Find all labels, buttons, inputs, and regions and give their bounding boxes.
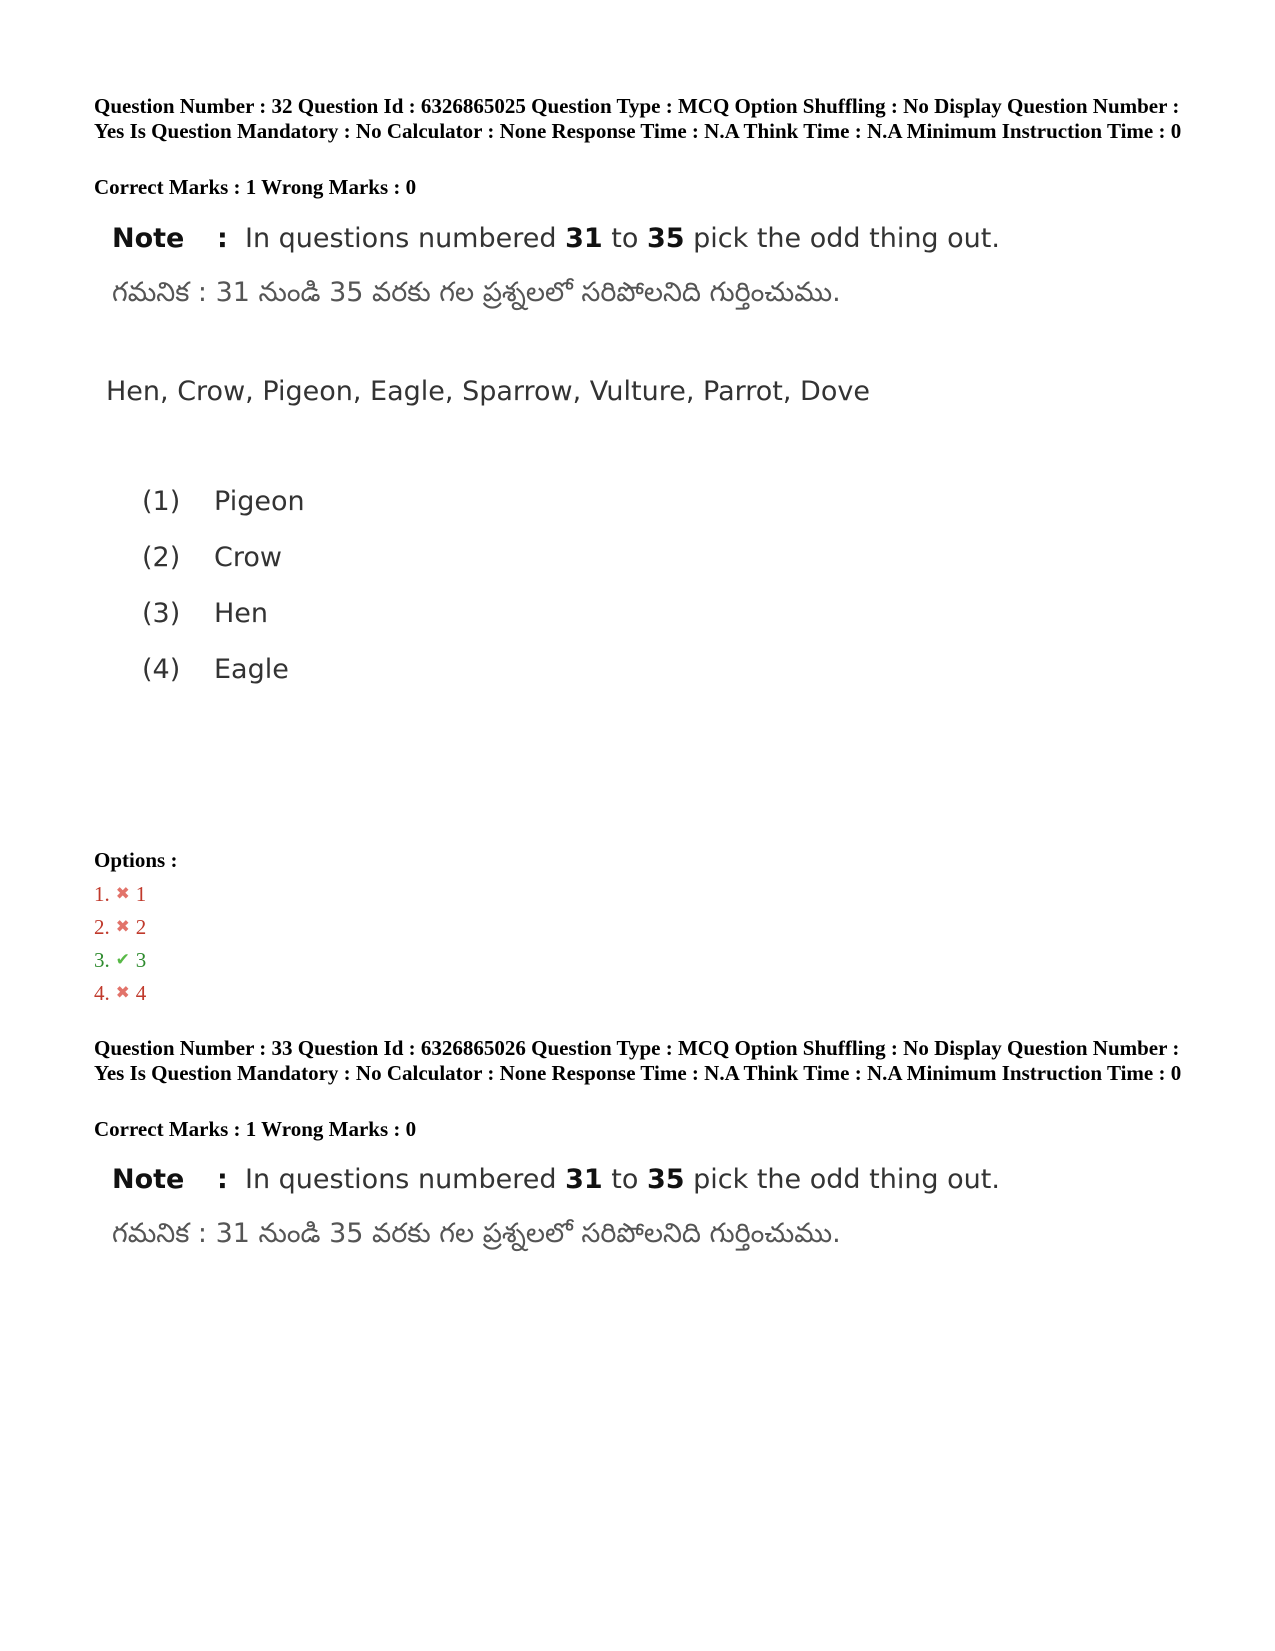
q33-note-label: Note — [112, 1164, 185, 1195]
q32-telugu-note: గమనిక : 31 నుండి 35 వరకు గల ప్రశ్నలలో సరిపోలనిది గుర్తించుము. — [112, 277, 841, 308]
q32-choice-3-text: Hen — [214, 598, 269, 629]
q33-telugu-note: గమనిక : 31 నుండి 35 వరకు గల ప్రశ్నలలో సరిపోలనిది గుర్తించుము. — [112, 1218, 841, 1249]
q32-question-text: Hen, Crow, Pigeon, Eagle, Sparrow, Vulture, Parrot, Dove — [106, 376, 870, 407]
q32-note-post: pick the odd thing out. — [693, 223, 1000, 254]
q32-note-colon: : — [217, 223, 228, 254]
q32-option-3-index: 3. — [94, 948, 110, 972]
q32-choice-4-text: Eagle — [214, 654, 289, 685]
q32-option-1 — [94, 881, 146, 907]
q33-note-block — [112, 1163, 1000, 1251]
q32-note-mid: to — [611, 223, 639, 254]
q32-note-pre: In questions numbered — [245, 223, 557, 254]
q32-choice-1 — [142, 486, 305, 517]
q32-choice-2-text: Crow — [214, 542, 282, 573]
q32-note-block — [112, 222, 1000, 310]
q32-option-2-index: 2. — [94, 915, 110, 939]
q32-option-2 — [94, 914, 146, 940]
q32-option-4-index: 4. — [94, 981, 110, 1005]
q33-note-n2: 35 — [646, 1164, 685, 1195]
q32-choice-4 — [142, 654, 289, 685]
q32-options-title: Options : — [94, 848, 178, 872]
q32-choice-2-num: (2) — [142, 542, 181, 573]
q33-note-line — [112, 1163, 1000, 1197]
q32-metadata: Question Number : 32 Question Id : 6326865025 Question Type : MCQ Option Shuffling : No Display Question Number : Yes Is Question Mandatory : No Calculator : None Response Time : N.A Think Time : N.A Minimum Instruction Time : 0 — [94, 94, 1182, 143]
q32-note-n1: 31 — [565, 223, 603, 254]
cross-icon: ✖ — [115, 917, 130, 936]
q32-choice-4-num: (4) — [142, 654, 181, 685]
q33-note-pre: In questions numbered — [245, 1164, 557, 1195]
q32-option-4-value: 4 — [135, 981, 147, 1005]
q32-note-n2: 35 — [646, 223, 685, 254]
q32-choice-2 — [142, 542, 282, 573]
q32-option-3 — [94, 947, 146, 973]
q32-option-1-value: 1 — [135, 882, 147, 906]
q32-note-label: Note — [112, 223, 185, 254]
q32-choice-3 — [142, 598, 268, 629]
q33-marks: Correct Marks : 1 Wrong Marks : 0 — [94, 1117, 417, 1141]
q32-choice-1-text: Pigeon — [214, 486, 305, 517]
q32-option-1-index: 1. — [94, 882, 110, 906]
q32-option-2-value: 2 — [135, 915, 147, 939]
q32-note-line — [112, 222, 1000, 256]
q32-option-4 — [94, 980, 146, 1006]
q33-note-post: pick the odd thing out. — [693, 1164, 1000, 1195]
q33-metadata: Question Number : 33 Question Id : 6326865026 Question Type : MCQ Option Shuffling : No Display Question Number : Yes Is Question Mandatory : No Calculator : None Response Time : N.A Think Time : N.A Minimum Instruction Time : 0 — [94, 1036, 1182, 1085]
q33-note-colon: : — [217, 1164, 228, 1195]
cross-icon: ✖ — [115, 884, 130, 903]
q33-note-mid: to — [611, 1164, 639, 1195]
q32-option-3-value: 3 — [135, 948, 147, 972]
q33-note-n1: 31 — [565, 1164, 603, 1195]
q32-choice-1-num: (1) — [142, 486, 181, 517]
check-icon: ✔ — [115, 950, 130, 969]
q32-choice-3-num: (3) — [142, 598, 181, 629]
cross-icon: ✖ — [115, 983, 130, 1002]
q32-marks: Correct Marks : 1 Wrong Marks : 0 — [94, 175, 417, 199]
